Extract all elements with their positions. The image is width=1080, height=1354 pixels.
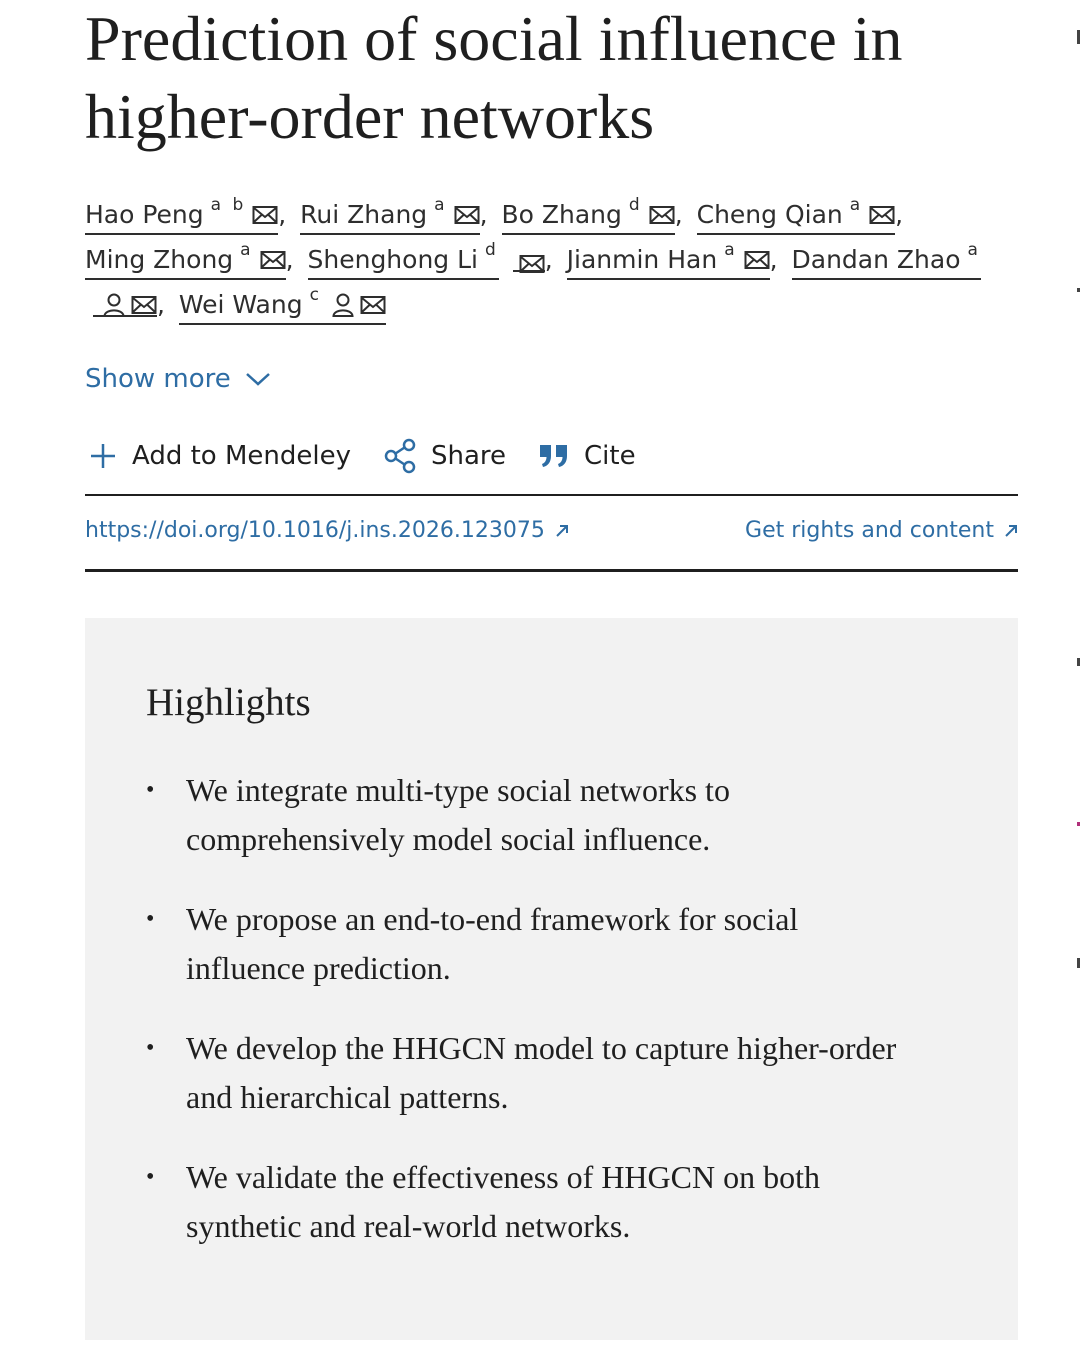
person-icon [103,293,125,317]
highlights-section [85,618,1018,1340]
list-item [146,1024,906,1122]
article-actions [88,438,668,474]
author-link[interactable] [300,195,479,235]
author-link[interactable] [178,285,386,325]
affiliation-marker: a b [210,195,247,215]
author-mail-link[interactable] [513,248,545,272]
mail-icon [869,205,895,225]
person-icon [332,293,354,317]
highlight-text: We develop the HHGCN model to capture higher-order and hierarchical patterns. [186,1030,897,1115]
affiliation-marker: d [628,195,643,215]
divider [85,569,1018,572]
cite-label: Cite [584,441,636,471]
mail-icon [454,205,480,225]
author-contact-link[interactable] [93,289,157,317]
show-more-label: Show more [85,364,231,394]
mail-icon [360,295,386,315]
add-to-mendeley-button[interactable] [88,441,351,471]
mail-icon [519,254,545,274]
share-icon [383,438,417,474]
affiliation-marker: d [484,240,499,260]
affiliation-marker: c [309,285,322,305]
author-link[interactable] [791,240,981,280]
get-rights-link[interactable] [745,518,1018,543]
affiliation-marker: a [967,240,981,260]
mail-icon [260,250,286,270]
highlights-title: Highlights [146,681,311,724]
list-item [146,766,906,864]
mail-icon [649,205,675,225]
share-label: Share [430,441,507,471]
affiliation-marker: a [849,195,864,215]
author-link[interactable] [307,240,499,280]
share-button[interactable] [383,438,506,474]
cite-button[interactable] [538,441,636,471]
highlight-text: We validate the effectiveness of HHGCN on both synthetic and real-world networks. [186,1159,820,1244]
author-name: Dandan Zhao [791,245,961,274]
show-more-button[interactable] [85,364,271,394]
bullet: • [146,1164,155,1190]
bullet: • [146,1035,155,1061]
affiliation-marker: a [434,195,448,215]
affiliation-marker: a [724,240,738,260]
mail-icon [131,295,157,315]
author-name: Wei Wang [178,290,303,319]
doi-text: https://doi.org/10.1016/j.ins.2026.123075 [85,518,545,543]
chevron-down-icon [245,371,271,387]
bullet: • [146,906,155,932]
highlights-list [146,766,906,1282]
author-name: Hao Peng [85,200,204,229]
author-link[interactable] [85,240,286,280]
author-name: Rui Zhang [300,200,428,229]
author-link[interactable] [85,195,278,235]
quote-icon [538,442,570,470]
author-link[interactable] [696,195,896,235]
doi-link[interactable] [85,518,569,543]
highlight-text: We integrate multi-type social networks to comprehensively model social influence. [186,772,730,857]
get-rights-text: Get rights and content [745,518,994,543]
highlight-text: We propose an end-to-end framework for social influence prediction. [186,901,799,986]
list-item [146,1153,906,1251]
list-item [146,895,906,993]
divider [85,494,1018,496]
author-name: Ming Zhong [85,245,234,274]
author-name: Jianmin Han [566,245,718,274]
external-link-icon [1004,524,1018,538]
article-title: Prediction of social influence in higher-order networks [85,3,903,152]
author-list: Hao Peng $^{a b}$ , Rui Zhang $^a$ , Bo Zhang $^d$ , Cheng Qian $^a$ , Ming Zhong $^a$ , Shenghong Li $^d$ , Jianmin Han $^a$ , Dandan Zhao $^a$ , Wei Wang $^c$ [85,192,1025,327]
mail-icon [744,250,770,270]
affiliation-marker: a [240,240,254,260]
add-to-mendeley-label: Add to Mendeley [132,441,351,471]
plus-icon [88,441,118,471]
bullet: • [146,777,155,803]
author-name: Bo Zhang [501,200,622,229]
author-name: Shenghong Li [307,245,478,274]
author-name: Cheng Qian [696,200,843,229]
external-link-icon [555,524,569,538]
mail-icon [252,205,278,225]
author-link[interactable] [566,240,770,280]
author-link[interactable] [501,195,675,235]
